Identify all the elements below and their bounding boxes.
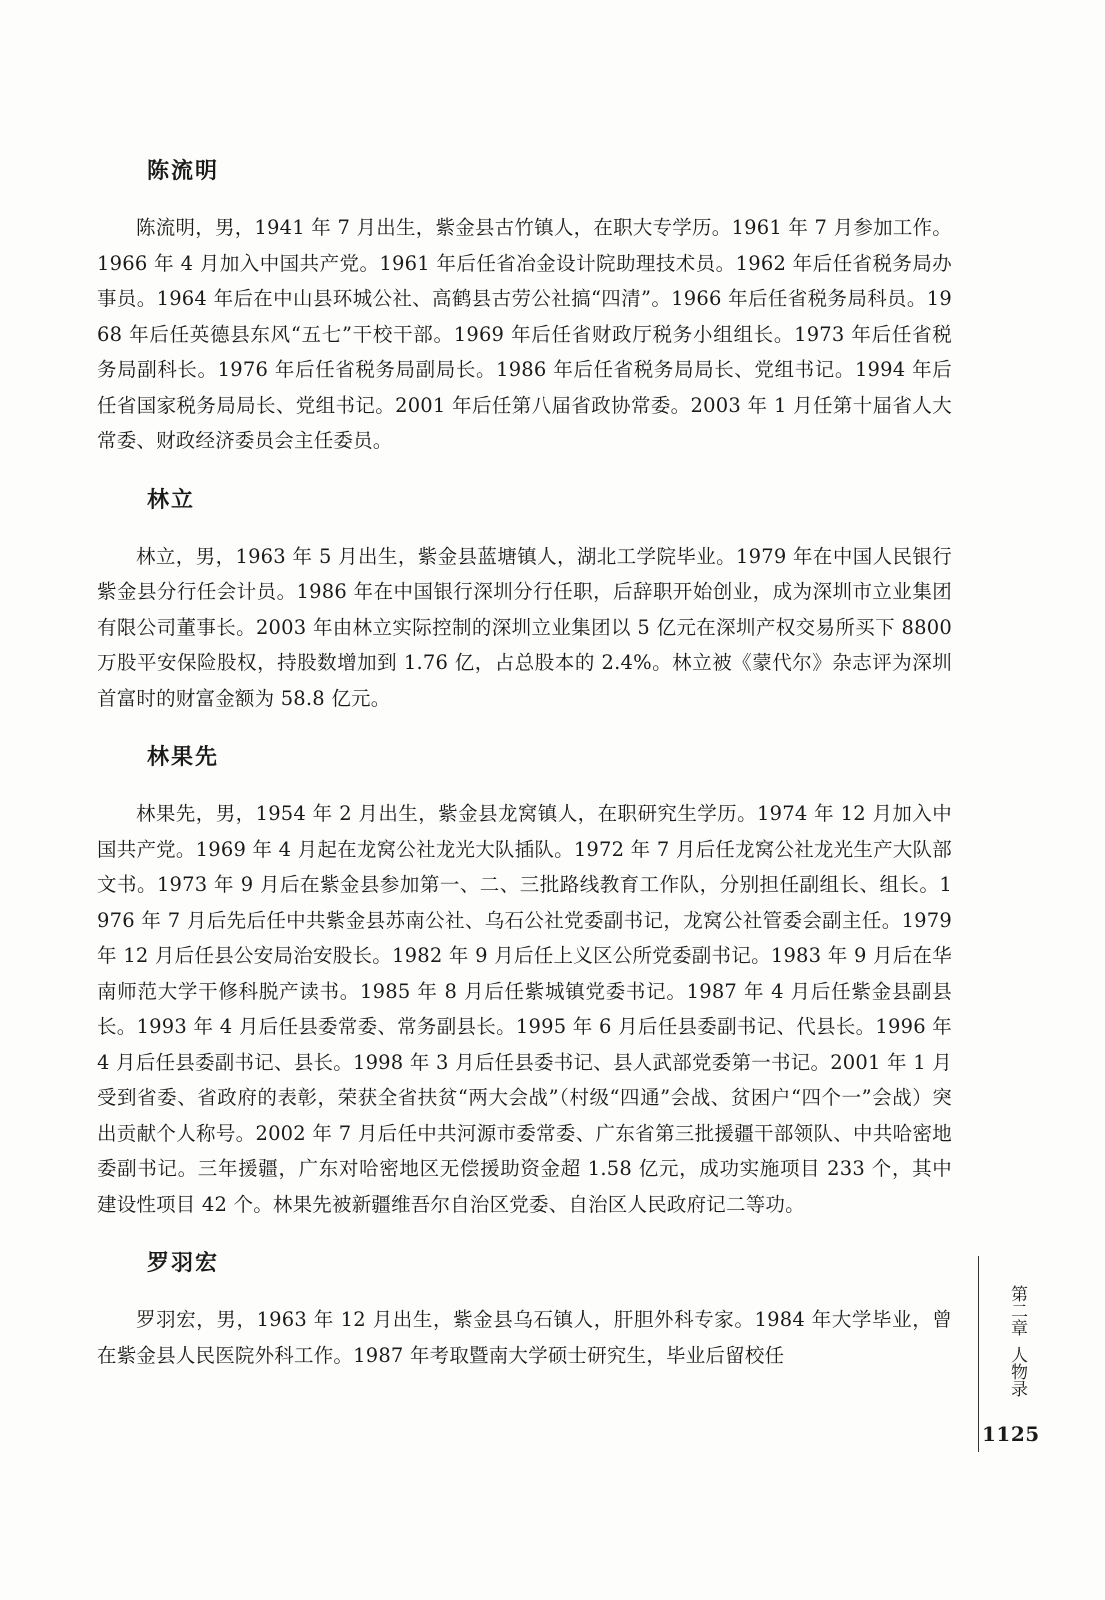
page-number: 1125 [982,1422,1040,1446]
entry-name-heading: 林果先 [147,745,220,770]
entry-name-heading: 陈流明 [147,159,220,184]
section-label: 人物录 [1007,1346,1027,1398]
entry-chen-liuming [97,152,952,459]
chapter-label: 第二章 [1007,1284,1027,1336]
entry-biography-text: 罗羽宏，男，1963 年 12 月出生，紫金县乌石镇人，肝胆外科专家。1984 年大学毕业，曾在紫金县人民医院外科工作。1987 年考取暨南大学硕士研究生，毕业后留校任 [97,1308,952,1367]
side-tab [980,1256,1028,1426]
entry-name-heading: 罗羽宏 [147,1251,220,1276]
entry-lin-guoxian [97,738,952,1222]
entry-luo-yuhong [97,1244,952,1373]
entry-lin-li [97,481,952,717]
entry-biography-text: 陈流明，男，1941 年 7 月出生，紫金县古竹镇人，在职大专学历。1961 年 7 月参加工作。1966 年 4 月加入中国共产党。1961 年后任省冶金设计院助理技术员。1962 年后任省税务局办事员。1964 年后在中山县环城公社、高鹤县古劳公社搞“四清”。1966 年后任省税务局科员。1968 年后任英德县东风“五七”干校干部。1969 年后任省财政厅税务小组组长。1973 年后任省税务局副科长。1976 年后任省税务局副局长。1986 年后任省税务局局长、党组书记。1994 年后任省国家税务局局长、党组书记。2001 年后任第八届省政协常委。2003 年 1 月任第十届省人大常委、财政经济委员会主任委员。 [97,216,952,452]
page-content [97,152,952,1395]
entry-name-heading: 林立 [147,487,196,513]
side-tab-rule [978,1256,979,1452]
entry-biography-text: 林果先，男，1954 年 2 月出生，紫金县龙窝镇人，在职研究生学历。1974 年 12 月加入中国共产党。1969 年 4 月起在龙窝公社龙光大队插队。1972 年 7 月后任龙窝公社龙光生产大队部文书。1973 年 9 月后在紫金县参加第一、二、三批路线教育工作队，分别担任副组长、组长。1976 年 7 月后先后任中共紫金县苏南公社、乌石公社党委副书记，龙窝公社管委会副主任。1979 年 12 月后任县公安局治安股长。1982 年 9 月后任上义区公所党委副书记。1983 年 9 月后在华南师范大学干修科脱产读书。1985 年 8 月后任紫城镇党委书记。1987 年 4 月后任紫金县副县长。1993 年 4 月后任县委常委、常务副县长。1995 年 6 月后任县委副书记、代县长。1996 年 4 月后任县委副书记、县长。1998 年 3 月后任县委书记、县人武部党委第一书记。2001 年 1 月受到省委、省政府的表彰，荣获全省扶贫“两大会战”（村级“四通”会战、贫困户“四个一”会战）突出贡献个人称号。2002 年 7 月后任中共河源市委常委、广东省第三批援疆干部领队、中共哈密地委副书记。三年援疆，广东对哈密地区无偿援助资金超 1.58 亿元，成功实施项目 233 个，其中建设性项目 42 个。林果先被新疆维吾尔自治区党委、自治区人民政府记二等功。 [97,802,952,1216]
entry-biography-text: 林立，男，1963 年 5 月出生，紫金县蓝塘镇人，湖北工学院毕业。1979 年在中国人民银行紫金县分行任会计员。1986 年在中国银行深圳分行任职，后辞职开始创业，成为深圳市立业集团有限公司董事长。2003 年由林立实际控制的深圳立业集团以 5 亿元在深圳产权交易所买下 8800 万股平安保险股权，持股数增加到 1.76 亿，占总股本的 2.4%。林立被《蒙代尔》杂志评为深圳首富时的财富金额为 58.8 亿元。 [97,544,952,710]
